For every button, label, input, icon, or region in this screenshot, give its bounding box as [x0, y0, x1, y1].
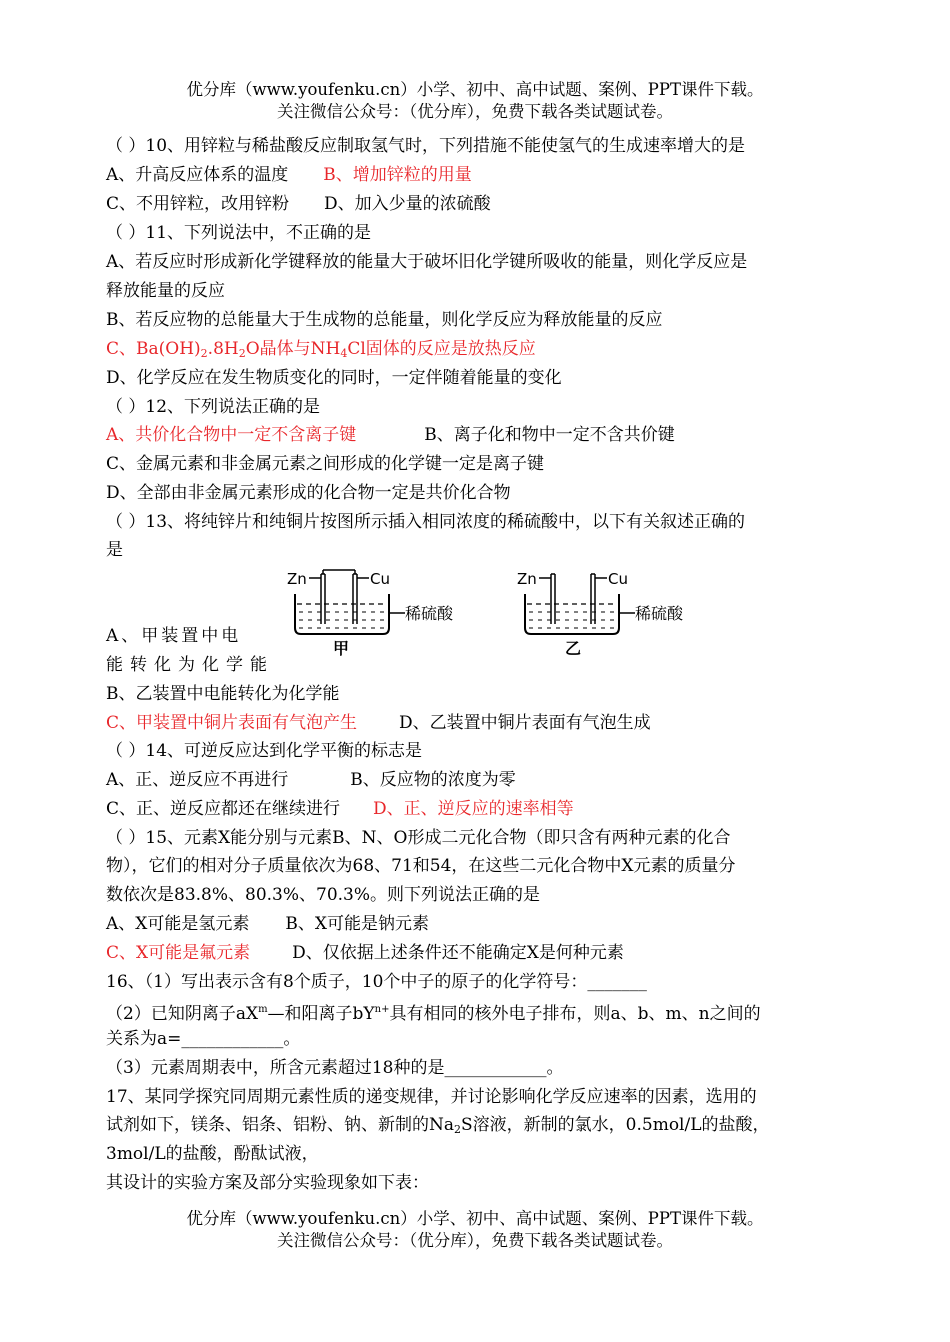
q15-option-b: B、X可能是钠元素	[285, 914, 429, 934]
footer-line-2: 关注微信公众号：（优分库），免费下载各类试题试卷。	[277, 1231, 673, 1250]
q15-option-a: A、X可能是氢元素	[106, 914, 250, 934]
q17-line4: 其设计的实验方案及部分实验现象如下表：	[106, 1173, 429, 1193]
q17-line2	[106, 1114, 770, 1141]
q15-options-cd	[106, 942, 624, 964]
q11-option-b: B、若反应物的总能量大于生成物的总能量，则化学反应为释放能量的反应	[106, 310, 663, 330]
q16-sup-m: m	[258, 1004, 268, 1015]
q16-answer-blank-3[interactable]: ____________	[444, 1058, 547, 1078]
q16-part2-text-a: （2）已知阴离子aX	[106, 1004, 259, 1024]
q16-period-2: 。	[283, 1029, 301, 1049]
q16-relation-label: 关系为a=	[106, 1029, 182, 1049]
q12-option-a-answer: A、共价化合物中一定不含离子键	[106, 425, 357, 445]
zn-label-left: Zn	[287, 570, 307, 588]
q16-part1	[106, 971, 647, 993]
q17-line2-a: 试剂如下，镁条、铝条、铝粉、钠、新制的Na	[106, 1115, 455, 1135]
q12-options-ab	[106, 424, 675, 446]
q13-option-a-line1: A、甲装置中电	[106, 626, 242, 646]
q15-stem-line2: 物），它们的相对分子质量依次为68、71和54，在这些二元化合物中X元素的质量分	[106, 856, 736, 876]
q12-option-c: C、金属元素和非金属元素之间形成的化学键一定是离子键	[106, 454, 545, 474]
q16-part3	[106, 1057, 563, 1079]
q12-option-b: B、离子化和物中一定不含共价键	[424, 425, 675, 445]
q16-sup-n: n+	[374, 1004, 390, 1015]
q13-option-b: B、乙装置中电能转化为化学能	[106, 684, 340, 704]
q16-part2-text-b: —和阳离子bY	[267, 1004, 375, 1024]
q17-line3: 3mol/L的盐酸，酚酞试液，	[106, 1144, 319, 1164]
q11-c-sub2: 2	[238, 347, 246, 360]
header-line-1: 优分库（www.youfenku.cn）小学、初中、高中试题、案例、PPT课件下载。	[186, 80, 764, 99]
q17-line2-b: S溶液，新制的氯水，0.5mol/L的盐酸，	[461, 1115, 770, 1135]
q17-na2s-sub: 2	[454, 1123, 462, 1136]
header-line-2: 关注微信公众号：（优分库），免费下载各类试题试卷。	[277, 102, 673, 121]
q10-options-cd	[106, 193, 491, 215]
q14-option-a: A、正、逆反应不再进行	[106, 770, 289, 790]
q10-option-a: A、升高反应体系的温度	[106, 165, 289, 185]
q14-stem: （ ）14、可逆反应达到化学平衡的标志是	[106, 741, 423, 761]
q16-period-3: 。	[546, 1058, 564, 1078]
q13-options-cd	[106, 712, 651, 734]
cu-label-left: Cu	[370, 570, 390, 588]
q15-option-c-answer: C、X可能是氟元素	[106, 943, 251, 963]
q15-stem-line1: （ ）15、元素X能分别与元素B、N、O形成二元化合物（即只含有两种元素的化合	[106, 828, 731, 848]
label-yi: 乙	[565, 639, 582, 658]
q15-stem-line3: 数依次是83.8%、80.3%、70.3%。则下列说法正确的是	[106, 885, 541, 905]
q10-options-ab	[106, 164, 472, 186]
q12-option-d: D、全部由非金属元素形成的化合物一定是共价化合物	[106, 483, 511, 503]
q13-apparatus-figure	[285, 568, 705, 660]
q13-stem-line1: （ ）13、将纯锌片和纯铜片按图所示插入相同浓度的稀硫酸中，以下有关叙述正确的	[106, 512, 746, 532]
q10-option-d: D、加入少量的浓硫酸	[324, 194, 491, 214]
q10-stem: （ ）10、用锌粒与稀盐酸反应制取氢气时，下列措施不能使氢气的生成速率增大的是	[106, 136, 746, 156]
q14-option-d-answer: D、正、逆反应的速率相等	[373, 799, 574, 819]
q11-c-part2: .8H	[207, 339, 239, 359]
q16-part1-text: 16、（1）写出表示含有8个质子，10个中子的原子的化学符号：	[106, 972, 588, 992]
q13-option-a-line2: 能转化为化学能	[106, 655, 274, 675]
q12-stem: （ ）12、下列说法正确的是	[106, 397, 321, 417]
q16-part2-answer-line	[106, 1028, 300, 1050]
q16-part2-text-c: 具有相同的核外电子排布，则a、b、m、n之间的	[389, 1004, 761, 1024]
cu-label-right: Cu	[608, 570, 628, 588]
q11-option-d: D、化学反应在发生物质变化的同时，一定伴随着能量的变化	[106, 368, 562, 388]
q16-part2	[106, 999, 761, 1025]
q13-option-d: D、乙装置中铜片表面有气泡生成	[399, 713, 651, 733]
q11-c-part1: C、Ba(OH)	[106, 339, 201, 359]
apparatus-jia	[287, 570, 454, 658]
footer-line-1: 优分库（www.youfenku.cn）小学、初中、高中试题、案例、PPT课件下载。	[186, 1209, 764, 1228]
q13-stem-line2: 是	[106, 540, 123, 560]
q15-option-d: D、仅依据上述条件还不能确定X是何种元素	[292, 943, 624, 963]
q11-option-a-line2: 释放能量的反应	[106, 281, 225, 301]
q11-c-part3: O晶体与NH	[245, 339, 341, 359]
q11-c-sub3: 4	[340, 347, 348, 360]
label-jia: 甲	[333, 639, 350, 658]
q11-c-part4: Cl固体的反应是放热反应	[347, 339, 536, 359]
q16-answer-blank-2[interactable]: ____________	[181, 1029, 284, 1049]
q14-options-cd	[106, 798, 574, 820]
q10-option-c: C、不用锌粒，改用锌粉	[106, 194, 290, 214]
q11-c-sub1: 2	[200, 347, 208, 360]
q16-answer-blank-1[interactable]: _______	[587, 972, 647, 992]
zn-label-right: Zn	[517, 570, 537, 588]
q11-option-c-answer	[106, 338, 536, 365]
q14-options-ab	[106, 769, 516, 791]
q10-option-b-answer: B、增加锌粒的用量	[323, 165, 472, 185]
q11-stem: （ ）11、下列说法中，不正确的是	[106, 223, 372, 243]
q17-line1: 17、某同学探究同周期元素性质的递变规律，并讨论影响化学反应速率的因素，选用的	[106, 1087, 757, 1107]
acid-label-left: 稀硫酸	[405, 604, 454, 623]
q13-option-c-answer: C、甲装置中铜片表面有气泡产生	[106, 713, 358, 733]
q11-option-a-line1: A、若反应时形成新化学键释放的能量大于破坏旧化学键所吸收的能量，则化学反应是	[106, 252, 748, 272]
q15-options-ab	[106, 913, 429, 935]
q14-option-c: C、正、逆反应都还在继续进行	[106, 799, 341, 819]
apparatus-yi	[517, 570, 684, 658]
q14-option-b: B、反应物的浓度为零	[350, 770, 516, 790]
q16-part3-text: （3）元素周期表中，所含元素超过18种的是	[106, 1058, 445, 1078]
acid-label-right: 稀硫酸	[635, 604, 684, 623]
